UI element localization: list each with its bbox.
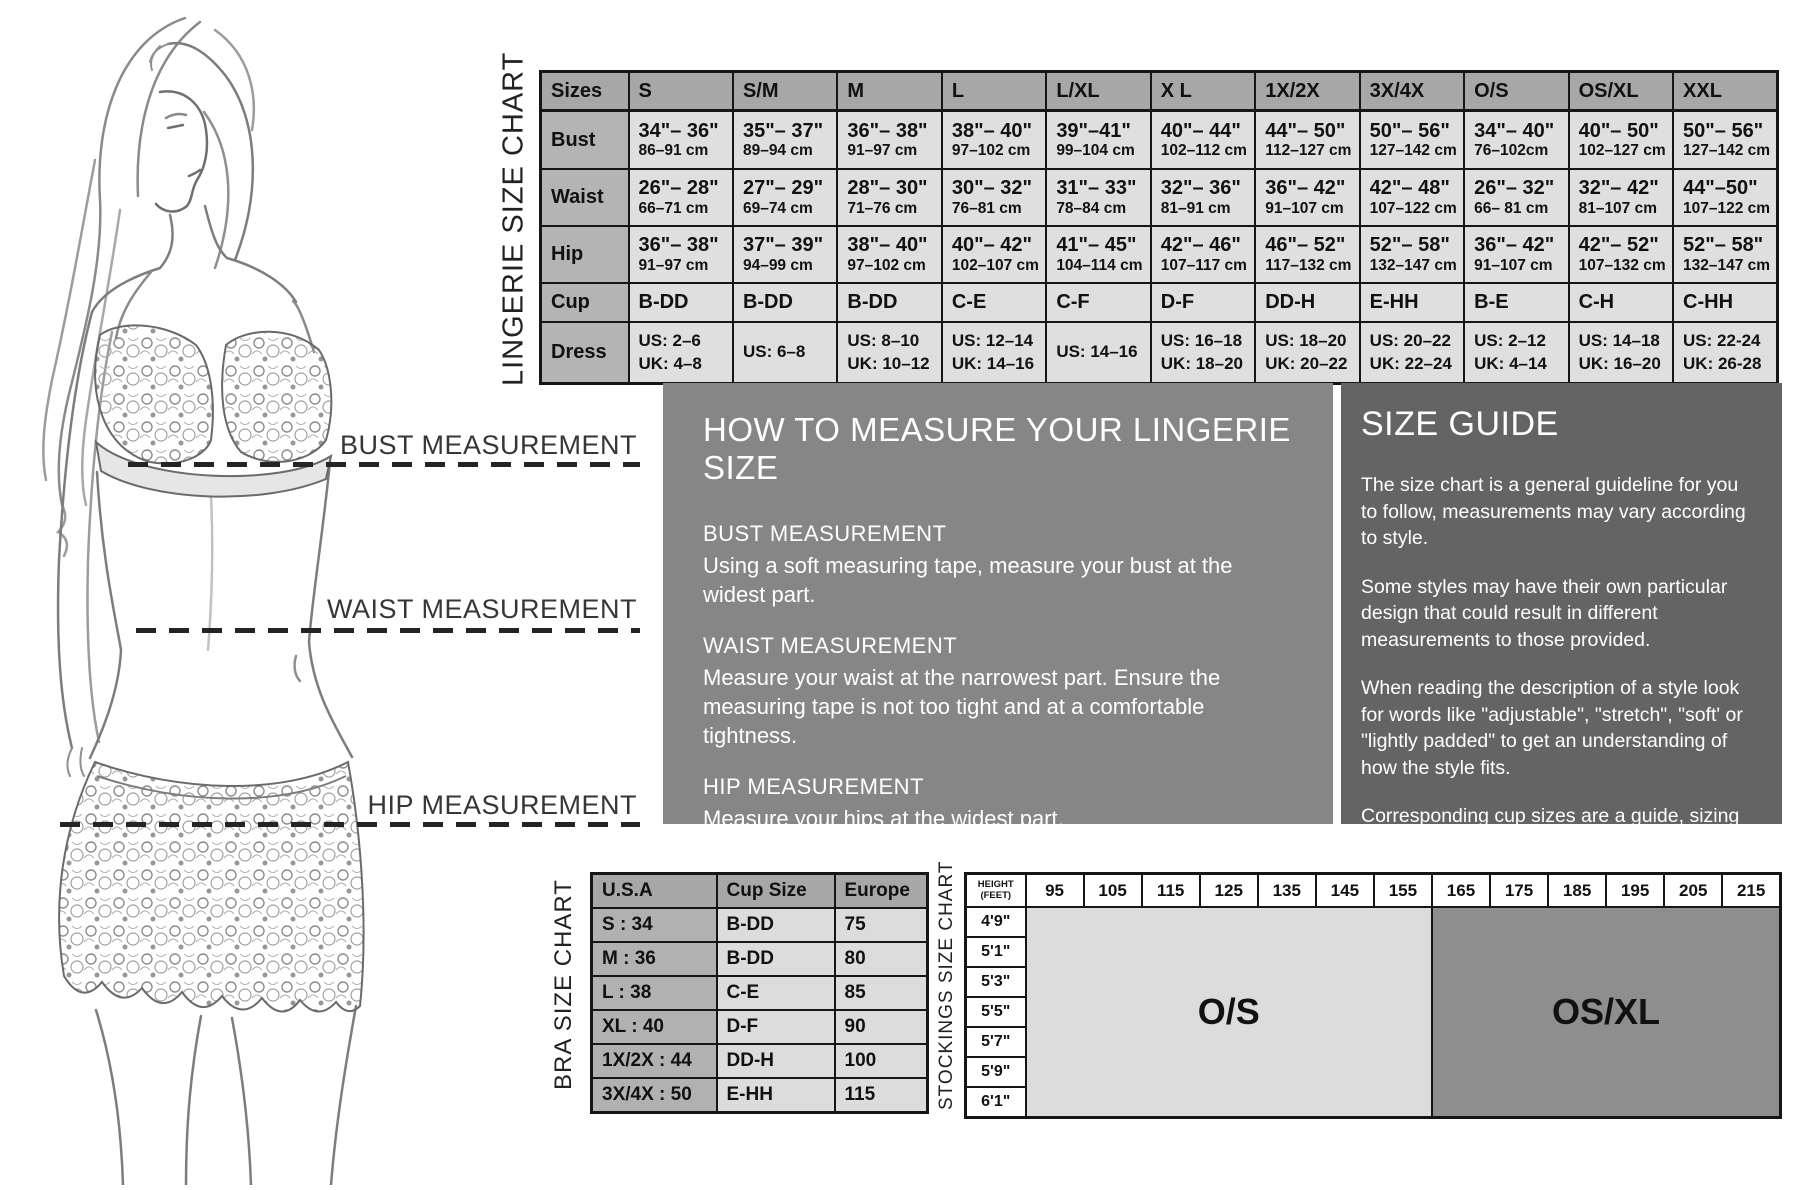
size-guide-paragraph: When reading the description of a style look for words like "adjustable", "stretch", "soft' or "lightly padded" to get an understanding of how the style fits. (1361, 677, 1743, 779)
measure-row-label: Bust (541, 111, 629, 170)
size-inches-value: 44"–50" (1683, 177, 1758, 200)
table-row (592, 1044, 928, 1078)
weight-column-header: 165 (1432, 874, 1490, 908)
size-cell (1569, 283, 1673, 322)
size-cell (837, 169, 941, 226)
table-header-row (541, 72, 1778, 111)
size-inches-value: B-DD (742, 291, 793, 314)
weight-column-header: 155 (1374, 874, 1432, 908)
size-cm-value: 132–147 cm (1683, 256, 1771, 274)
bust-measurement-dashed-line (128, 462, 640, 467)
size-cm-value: 127–142 cm (1369, 142, 1457, 160)
cup-size-value: B-DD (717, 942, 835, 976)
size-inches-value: B-E (1474, 291, 1509, 314)
size-inches-value: 26"– 28" (638, 177, 719, 200)
how-to-measure-panel (663, 383, 1333, 832)
hip-measurement-dashed-line (60, 822, 640, 827)
table-row (541, 169, 1778, 226)
europe-size-value: 115 (835, 1078, 928, 1113)
size-cell (1569, 226, 1673, 283)
size-inches-value: DD-H (1265, 291, 1316, 314)
size-cell (733, 169, 837, 226)
size-cm-value: 69–74 cm (742, 199, 813, 217)
cup-size-value: D-F (717, 1010, 835, 1044)
model-sketch-svg (0, 0, 560, 1185)
size-cm-value: UK: 4–14 (1474, 353, 1547, 373)
size-cell (1255, 283, 1359, 322)
size-cm-value: 127–142 cm (1683, 142, 1771, 160)
size-cell (1360, 322, 1464, 384)
size-cm-value: 104–114 cm (1056, 256, 1143, 274)
size-inches-value: US: 18–20 (1265, 331, 1347, 351)
size-cm-value: UK: 20–22 (1265, 353, 1348, 373)
cup-size-value: DD-H (717, 1044, 835, 1078)
lingerie-size-table (539, 70, 1779, 385)
size-cell (1151, 283, 1255, 322)
size-inches-value: US: 14–16 (1056, 342, 1138, 362)
size-inches-value: 36"– 42" (1474, 234, 1555, 257)
table-row (592, 942, 928, 976)
height-row-label: 5'9" (966, 1057, 1026, 1087)
size-inches-value: C-HH (1683, 291, 1734, 314)
size-cell (1569, 322, 1673, 384)
size-cell (1255, 169, 1359, 226)
measure-row-label: Cup (541, 283, 629, 322)
size-inches-value: 27"– 29" (742, 177, 824, 200)
size-guide-paragraph: Some styles may have their own particular design that could result in different measurements to those provided. (1361, 575, 1728, 651)
size-inches-value: 40"– 44" (1160, 119, 1241, 142)
size-inches-value: 50"– 56" (1683, 119, 1764, 142)
height-row-label: 6'1" (966, 1087, 1026, 1118)
size-cell (1569, 169, 1673, 226)
size-inches-value: 32"– 36" (1160, 177, 1241, 200)
size-cm-value: 81–91 cm (1160, 199, 1231, 217)
size-inches-value: 38"– 40" (951, 119, 1032, 142)
size-inches-value: 32"– 42" (1578, 177, 1659, 200)
size-cm-value: 102–127 cm (1578, 142, 1666, 160)
size-column-header: L (942, 72, 1046, 111)
size-inches-value: 52"– 58" (1369, 234, 1450, 257)
size-cell (942, 322, 1046, 384)
size-cm-value: 76–102cm (1474, 142, 1549, 160)
weight-column-header: 205 (1664, 874, 1722, 908)
size-inches-value: US: 22-24 (1683, 331, 1761, 351)
size-column-header: 3X/4X (1360, 72, 1464, 111)
size-cell (1360, 283, 1464, 322)
size-inches-value: US: 2–6 (638, 331, 701, 351)
cup-size-value: E-HH (717, 1078, 835, 1113)
size-cell (1046, 111, 1150, 170)
size-cm-value: 132–147 cm (1369, 256, 1457, 274)
size-cell (942, 169, 1046, 226)
size-inches-value: 46"– 52" (1265, 234, 1346, 257)
size-cell (1673, 322, 1777, 384)
size-cell (1151, 226, 1255, 283)
size-guide-panel (1341, 383, 1782, 854)
size-cell (1151, 169, 1255, 226)
size-cell (837, 322, 941, 384)
size-cell (1464, 283, 1568, 322)
size-cm-value: UK: 4–8 (638, 353, 702, 373)
size-inches-value: 31"– 33" (1056, 177, 1137, 200)
size-cm-value: 89–94 cm (742, 142, 813, 160)
weight-column-header: 185 (1548, 874, 1606, 908)
table-row (592, 1078, 928, 1113)
table-row (541, 111, 1778, 170)
size-inches-value: C-F (1056, 291, 1090, 314)
size-cell (1360, 111, 1464, 170)
waist-measurement-label: WAIST MEASUREMENT (326, 594, 637, 624)
bust-section-heading: BUST MEASUREMENT (703, 521, 947, 546)
height-feet-corner-header (966, 874, 1026, 908)
weight-column-header: 105 (1084, 874, 1142, 908)
size-inches-value: 50"– 56" (1369, 119, 1450, 142)
size-inches-value: 34"– 40" (1474, 119, 1555, 142)
size-cell (1673, 226, 1777, 283)
size-inches-value: 37"– 39" (742, 234, 824, 257)
table-row (541, 283, 1778, 322)
size-cm-value: 99–104 cm (1056, 142, 1135, 160)
size-cm-value: UK: 26-28 (1683, 353, 1762, 373)
size-inches-value: 39"–41" (1056, 119, 1131, 142)
size-inches-value: D-F (1160, 291, 1195, 314)
measure-row-label: Waist (541, 169, 629, 226)
height-row-label: 4'9" (966, 907, 1026, 937)
size-cm-value: 107–122 cm (1683, 199, 1771, 217)
usa-size-label: 3X/4X : 50 (592, 1078, 717, 1113)
cup-size-value: C-E (717, 976, 835, 1010)
size-inches-value: 44"– 50" (1265, 119, 1346, 142)
size-cell (1673, 283, 1777, 322)
size-inches-value: 42"– 52" (1578, 234, 1659, 257)
size-cell (942, 226, 1046, 283)
height-row-label: 5'1" (966, 937, 1026, 967)
size-cell (1360, 169, 1464, 226)
size-cm-value: 91–107 cm (1265, 199, 1344, 217)
size-cm-value: 102–107 cm (951, 256, 1039, 274)
size-column-header: M (837, 72, 941, 111)
europe-size-value: 75 (835, 908, 928, 942)
size-inches-value: 36"– 38" (847, 119, 928, 142)
size-column-header: OS/XL (1569, 72, 1673, 111)
size-cell (629, 322, 733, 384)
size-cm-value: 78–84 cm (1056, 199, 1127, 217)
table-row (541, 226, 1778, 283)
size-cell (1464, 111, 1568, 170)
size-inches-value: US: 16–18 (1160, 331, 1243, 351)
table-row (966, 907, 1781, 937)
size-inches-value: B-DD (638, 291, 689, 314)
size-cm-value: UK: 16–20 (1578, 353, 1661, 373)
weight-column-header: 115 (1142, 874, 1200, 908)
size-column-header: S (629, 72, 733, 111)
size-cm-value: 97–102 cm (847, 256, 926, 274)
size-cm-value: 86–91 cm (638, 142, 709, 160)
weight-column-header: 195 (1606, 874, 1664, 908)
bra-column-header: U.S.A (592, 874, 717, 909)
waist-section-heading: WAIST MEASUREMENT (703, 633, 958, 659)
size-column-header: 1X/2X (1255, 72, 1359, 111)
size-cm-value: UK: 18–20 (1160, 353, 1243, 373)
lingerie-size-chart (539, 70, 1779, 385)
height-header-line: HEIGHT (977, 878, 1014, 890)
size-inches-value: 36"– 42" (1265, 177, 1346, 200)
table-row (592, 1010, 928, 1044)
size-cell (1464, 169, 1568, 226)
lingerie-chart-vertical-title: LINGERIE SIZE CHART (497, 51, 530, 387)
size-cell (1464, 226, 1568, 283)
size-cell (1046, 283, 1150, 322)
size-cell (1255, 322, 1359, 384)
europe-size-value: 80 (835, 942, 928, 976)
size-cm-value: 97–102 cm (951, 142, 1031, 160)
cup-size-value: B-DD (717, 908, 835, 942)
size-cm-value: 94–99 cm (742, 256, 813, 274)
size-inches-value: US: 12–14 (951, 331, 1034, 351)
size-cell (837, 111, 941, 170)
size-cell (1673, 111, 1777, 170)
size-inches-value: 30"– 32" (951, 177, 1032, 200)
weight-column-header: 145 (1316, 874, 1374, 908)
weight-column-header: 135 (1258, 874, 1316, 908)
bra-column-header: Cup Size (717, 874, 835, 909)
waist-measurement-dashed-line (136, 628, 640, 633)
size-inches-value: US: 2–12 (1474, 331, 1546, 351)
size-cm-value: 91–107 cm (1474, 256, 1553, 274)
size-cm-value: 76–81 cm (951, 199, 1022, 217)
size-cell (1255, 226, 1359, 283)
size-inches-value: 34"– 36" (638, 119, 719, 142)
europe-size-value: 90 (835, 1010, 928, 1044)
bra-size-chart (590, 872, 929, 1114)
table-header-row (592, 874, 928, 909)
size-cm-value: 102–112 cm (1160, 142, 1247, 160)
size-cm-value: 112–127 cm (1265, 142, 1352, 160)
weight-column-header: 175 (1490, 874, 1548, 908)
size-inches-value: 40"– 50" (1578, 119, 1659, 142)
size-cell (1673, 169, 1777, 226)
measure-row-label: Hip (541, 226, 629, 283)
size-cell (629, 226, 733, 283)
bra-size-table (590, 872, 929, 1114)
size-inches-value: 42"– 48" (1369, 177, 1450, 200)
size-cell (1464, 322, 1568, 384)
size-cm-value: 107–132 cm (1578, 256, 1666, 274)
size-inches-value: 36"– 38" (638, 234, 719, 257)
size-column-header: O/S (1464, 72, 1568, 111)
size-inches-value: C-H (1578, 291, 1615, 314)
size-inches-value: US: 14–18 (1578, 331, 1660, 351)
size-inches-value: US: 20–22 (1369, 331, 1451, 351)
size-cell (629, 169, 733, 226)
stockings-chart-vertical-title: STOCKINGS SIZE CHART (936, 860, 957, 1111)
size-cell (1151, 322, 1255, 384)
size-column-header: XXL (1673, 72, 1777, 111)
europe-size-value: 100 (835, 1044, 928, 1078)
size-cell (1255, 111, 1359, 170)
hip-section-heading: HIP MEASUREMENT (703, 774, 925, 800)
size-inches-value: 42"– 46" (1160, 234, 1241, 257)
size-guide-title: SIZE GUIDE (1361, 405, 1559, 443)
size-cell (1360, 226, 1464, 283)
size-cm-value: UK: 22–24 (1369, 353, 1452, 373)
size-column-header: S/M (733, 72, 837, 111)
size-inches-value: US: 6–8 (742, 342, 806, 362)
how-to-measure-title: HOW TO MEASURE YOUR LINGERIE SIZE (703, 411, 1291, 486)
size-cell (1569, 111, 1673, 170)
weight-column-header: 95 (1026, 874, 1084, 908)
size-guide-paragraph: Corresponding cup sizes are a guide, sizing will vary by body type and garment styling. (1361, 805, 1740, 854)
table-row (592, 976, 928, 1010)
size-cell (733, 226, 837, 283)
height-row-label: 5'7" (966, 1027, 1026, 1057)
size-inches-value: 26"– 32" (1474, 177, 1555, 200)
table-row (592, 908, 928, 942)
size-cell (1046, 322, 1150, 384)
size-cm-value: 66– 81 cm (1474, 199, 1549, 217)
size-cell (733, 283, 837, 322)
weight-column-header: 125 (1200, 874, 1258, 908)
bra-chart-vertical-title: BRA SIZE CHART (550, 879, 577, 1091)
size-cm-value: 107–122 cm (1369, 199, 1457, 217)
size-cell (733, 111, 837, 170)
size-inches-value: B-DD (847, 291, 898, 314)
size-column-header: L/XL (1046, 72, 1150, 111)
size-cell (837, 226, 941, 283)
usa-size-label: S : 34 (592, 908, 717, 942)
size-cell (1151, 111, 1255, 170)
bust-measurement-label: BUST MEASUREMENT (339, 430, 637, 460)
weight-column-header: 215 (1722, 874, 1780, 908)
size-cell (942, 283, 1046, 322)
hip-measurement-label: HIP MEASUREMENT (367, 790, 637, 820)
size-cell (942, 111, 1046, 170)
size-cm-value: UK: 10–12 (847, 353, 930, 373)
size-inches-value: 41"– 45" (1056, 234, 1137, 257)
height-row-label: 5'3" (966, 967, 1026, 997)
size-cell (837, 283, 941, 322)
size-cm-value: 81–107 cm (1578, 199, 1658, 217)
size-inches-value: C-E (951, 291, 987, 314)
usa-size-label: M : 36 (592, 942, 717, 976)
size-cell (629, 111, 733, 170)
table-row (541, 322, 1778, 384)
size-column-header: X L (1151, 72, 1255, 111)
model-sketch-illustration (0, 0, 560, 1185)
size-inches-value: E-HH (1369, 291, 1419, 314)
size-inches-value: 38"– 40" (847, 234, 928, 257)
size-inches-value: US: 8–10 (847, 331, 920, 351)
size-cm-value: 91–97 cm (847, 142, 918, 160)
size-cell (1046, 226, 1150, 283)
table-header-row (966, 874, 1781, 908)
size-guide-paragraph: The size chart is a general guideline for you to follow, measurements may vary according to style. (1361, 474, 1746, 550)
size-inches-value: 52"– 58" (1683, 234, 1764, 257)
height-header-line: (FEET) (980, 889, 1012, 901)
size-cm-value: 107–117 cm (1160, 256, 1247, 274)
size-cell (629, 283, 733, 322)
bra-column-header: Europe (835, 874, 928, 909)
stockings-size-table (964, 872, 1782, 1119)
size-inches-value: 28"– 30" (847, 177, 928, 200)
usa-size-label: 1X/2X : 44 (592, 1044, 717, 1078)
size-cm-value: UK: 14–16 (951, 353, 1035, 373)
size-cm-value: 71–76 cm (847, 199, 918, 217)
size-cm-value: 66–71 cm (638, 199, 709, 217)
size-inches-value: 35"– 37" (742, 119, 824, 142)
bust-section-body: Using a soft measuring tape, measure your bust at the widest part. (703, 553, 1233, 608)
stockings-size-chart (964, 872, 1782, 1119)
usa-size-label: XL : 40 (592, 1010, 717, 1044)
height-row-label: 5'5" (966, 997, 1026, 1027)
sizes-corner-header: Sizes (541, 72, 629, 111)
size-inches-value: 40"– 42" (951, 234, 1032, 257)
size-cell (1046, 169, 1150, 226)
waist-section-body: Measure your waist at the narrowest part. Ensure the measuring tape is not too tight and at a comfortable tightness. (703, 665, 1221, 749)
size-cm-value: 91–97 cm (638, 256, 709, 274)
size-cm-value: 117–132 cm (1265, 256, 1352, 274)
osxl-size-region: OS/XL (1432, 907, 1781, 1118)
europe-size-value: 85 (835, 976, 928, 1010)
os-size-region: O/S (1026, 907, 1432, 1118)
hip-section-body: Measure your hips at the widest part. (703, 806, 1064, 832)
usa-size-label: L : 38 (592, 976, 717, 1010)
size-cell (733, 322, 837, 384)
measure-row-label: Dress (541, 322, 629, 384)
